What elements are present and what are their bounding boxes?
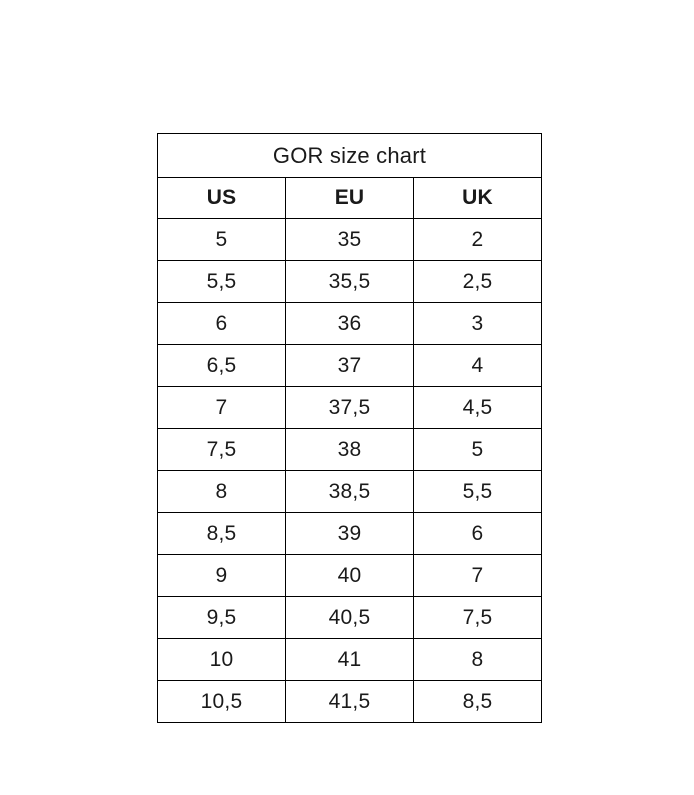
table-row — [158, 387, 542, 429]
table-row — [158, 219, 542, 261]
cell-uk: 8,5 — [414, 681, 542, 723]
table-header-row — [158, 178, 542, 219]
cell-us: 10 — [158, 639, 286, 681]
cell-eu: 38,5 — [286, 471, 414, 513]
page-title: GOR size chart — [158, 134, 542, 178]
table-row — [158, 261, 542, 303]
size-chart-body — [158, 134, 542, 723]
cell-us: 6,5 — [158, 345, 286, 387]
table-row — [158, 639, 542, 681]
cell-eu: 35,5 — [286, 261, 414, 303]
cell-eu: 35 — [286, 219, 414, 261]
cell-us: 9,5 — [158, 597, 286, 639]
table-row — [158, 303, 542, 345]
cell-eu: 41,5 — [286, 681, 414, 723]
size-chart-table — [157, 133, 542, 723]
cell-us: 6 — [158, 303, 286, 345]
cell-uk: 7,5 — [414, 597, 542, 639]
cell-uk: 2,5 — [414, 261, 542, 303]
cell-us: 7 — [158, 387, 286, 429]
cell-eu: 39 — [286, 513, 414, 555]
size-chart-container — [157, 133, 541, 723]
cell-eu: 36 — [286, 303, 414, 345]
column-header-eu: EU — [286, 178, 414, 219]
cell-eu: 37,5 — [286, 387, 414, 429]
cell-us: 9 — [158, 555, 286, 597]
cell-us: 5 — [158, 219, 286, 261]
table-row — [158, 513, 542, 555]
cell-eu: 40 — [286, 555, 414, 597]
table-row — [158, 345, 542, 387]
cell-uk: 4 — [414, 345, 542, 387]
cell-us: 5,5 — [158, 261, 286, 303]
cell-eu: 37 — [286, 345, 414, 387]
table-row — [158, 429, 542, 471]
table-row — [158, 555, 542, 597]
cell-uk: 7 — [414, 555, 542, 597]
table-row — [158, 597, 542, 639]
cell-us: 8 — [158, 471, 286, 513]
cell-uk: 8 — [414, 639, 542, 681]
column-header-us: US — [158, 178, 286, 219]
cell-eu: 40,5 — [286, 597, 414, 639]
cell-us: 8,5 — [158, 513, 286, 555]
column-header-uk: UK — [414, 178, 542, 219]
cell-us: 7,5 — [158, 429, 286, 471]
table-row — [158, 681, 542, 723]
cell-eu: 41 — [286, 639, 414, 681]
cell-eu: 38 — [286, 429, 414, 471]
cell-uk: 4,5 — [414, 387, 542, 429]
table-row — [158, 471, 542, 513]
cell-uk: 6 — [414, 513, 542, 555]
cell-uk: 2 — [414, 219, 542, 261]
cell-uk: 5,5 — [414, 471, 542, 513]
table-title-row — [158, 134, 542, 178]
cell-us: 10,5 — [158, 681, 286, 723]
cell-uk: 3 — [414, 303, 542, 345]
cell-uk: 5 — [414, 429, 542, 471]
